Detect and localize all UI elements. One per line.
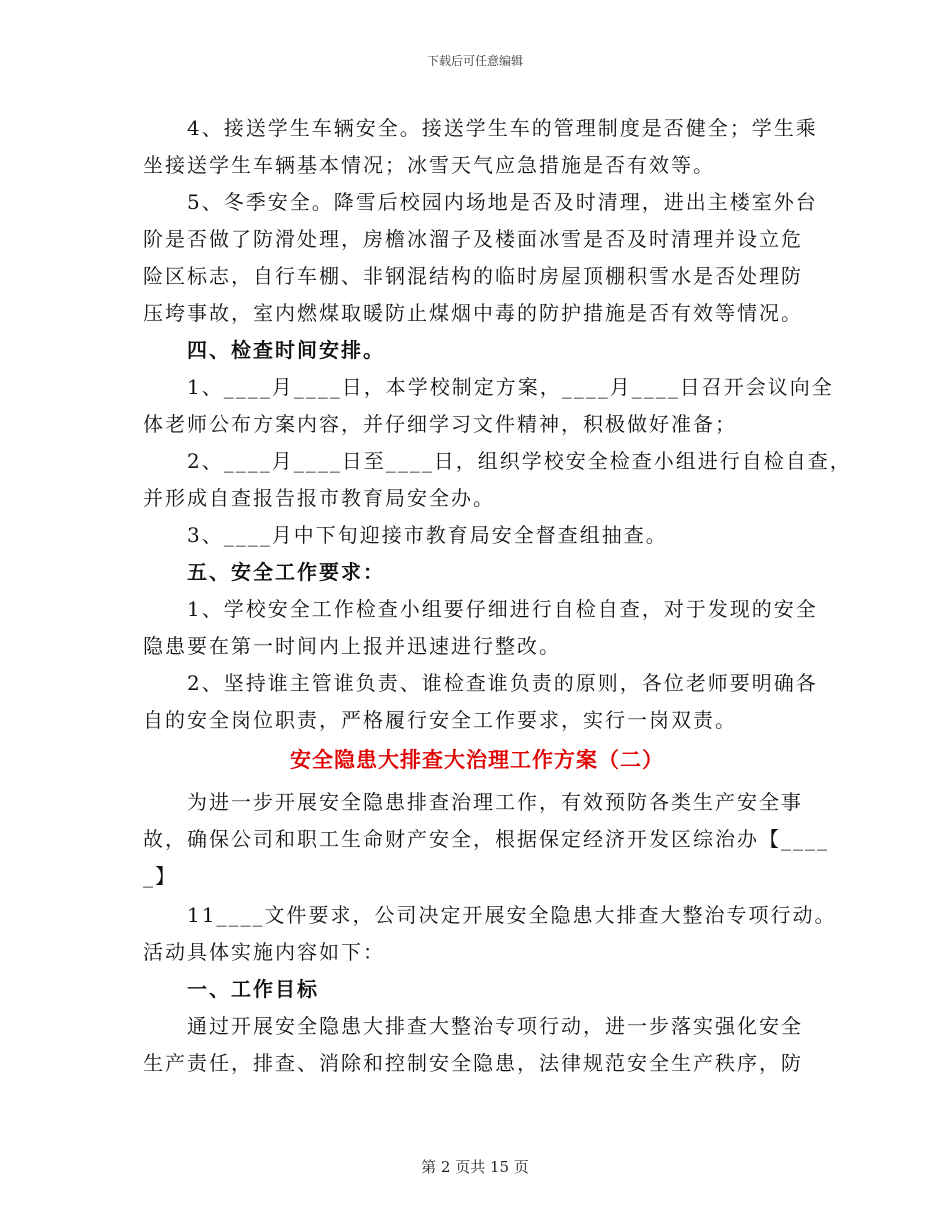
text-line: 生产责任，排查、消除和控制安全隐患，法律规范安全生产秩序，防 xyxy=(143,1051,803,1075)
text-line: 阶是否做了防滑处理，房檐冰溜子及楼面冰雪是否及时清理并设立危 xyxy=(143,227,803,251)
text-line: 5、冬季安全。降雪后校园内场地是否及时清理，进出主楼室外台 xyxy=(187,190,818,214)
text-line: 通过开展安全隐患大排查大整治专项行动，进一步落实强化安全 xyxy=(187,1014,803,1038)
text-line: 压垮事故，室内燃煤取暖防止煤烟中毒的防护措施是否有效等情况。 xyxy=(143,301,803,325)
text-line: 3、____月中下旬迎接市教育局安全督查组抽查。 xyxy=(187,523,668,547)
section-heading: 四、检查时间安排。 xyxy=(187,338,385,362)
section-heading: 五、安全工作要求： xyxy=(187,560,385,584)
text-line: 并形成自查报告报市教育局安全办。 xyxy=(143,486,495,510)
text-line: 故，确保公司和职工生命财产安全，根据保定经济开发区综治办【____ xyxy=(143,827,829,851)
text-line: 11____文件要求，公司决定开展安全隐患大排查大整治专项行动。 xyxy=(187,903,837,927)
text-line: 活动具体实施内容如下： xyxy=(143,940,385,964)
text-line: 1、学校安全工作检查小组要仔细进行自检自查，对于发现的安全 xyxy=(187,597,818,621)
text-line: 2、坚持谁主管谁负责、谁检查谁负责的原则，各位老师要明确各 xyxy=(187,671,818,695)
text-line: 为进一步开展安全隐患排查治理工作，有效预防各类生产安全事 xyxy=(187,790,803,814)
text-line: _】 xyxy=(143,864,177,888)
text-line: 1、____月____日，本学校制定方案，____月____日召开会议向全 xyxy=(187,375,834,399)
text-line: 体老师公布方案内容，并仔细学习文件精神，积极做好准备； xyxy=(143,412,737,436)
text-line: 隐患要在第一时间内上报并迅速进行整改。 xyxy=(143,634,561,658)
text-line: 自的安全岗位职责，严格履行安全工作要求，实行一岗双责。 xyxy=(143,708,737,732)
text-line: 4、接送学生车辆安全。接送学生车的管理制度是否健全；学生乘 xyxy=(187,116,818,140)
document-title: 安全隐患大排查大治理工作方案（二） xyxy=(290,747,664,772)
section-heading: 一、工作目标 xyxy=(187,977,319,1001)
page-header: 下载后可任意编辑 xyxy=(426,54,523,68)
page-footer: 第 2 页共 15 页 xyxy=(421,1158,529,1176)
text-line: 2、____月____日至____日，组织学校安全检查小组进行自检自查， xyxy=(187,449,852,473)
text-line: 坐接送学生车辆基本情况；冰雪天气应急措施是否有效等。 xyxy=(143,153,715,177)
text-line: 险区标志，自行车棚、非钢混结构的临时房屋顶棚积雪水是否处理防 xyxy=(143,264,803,288)
